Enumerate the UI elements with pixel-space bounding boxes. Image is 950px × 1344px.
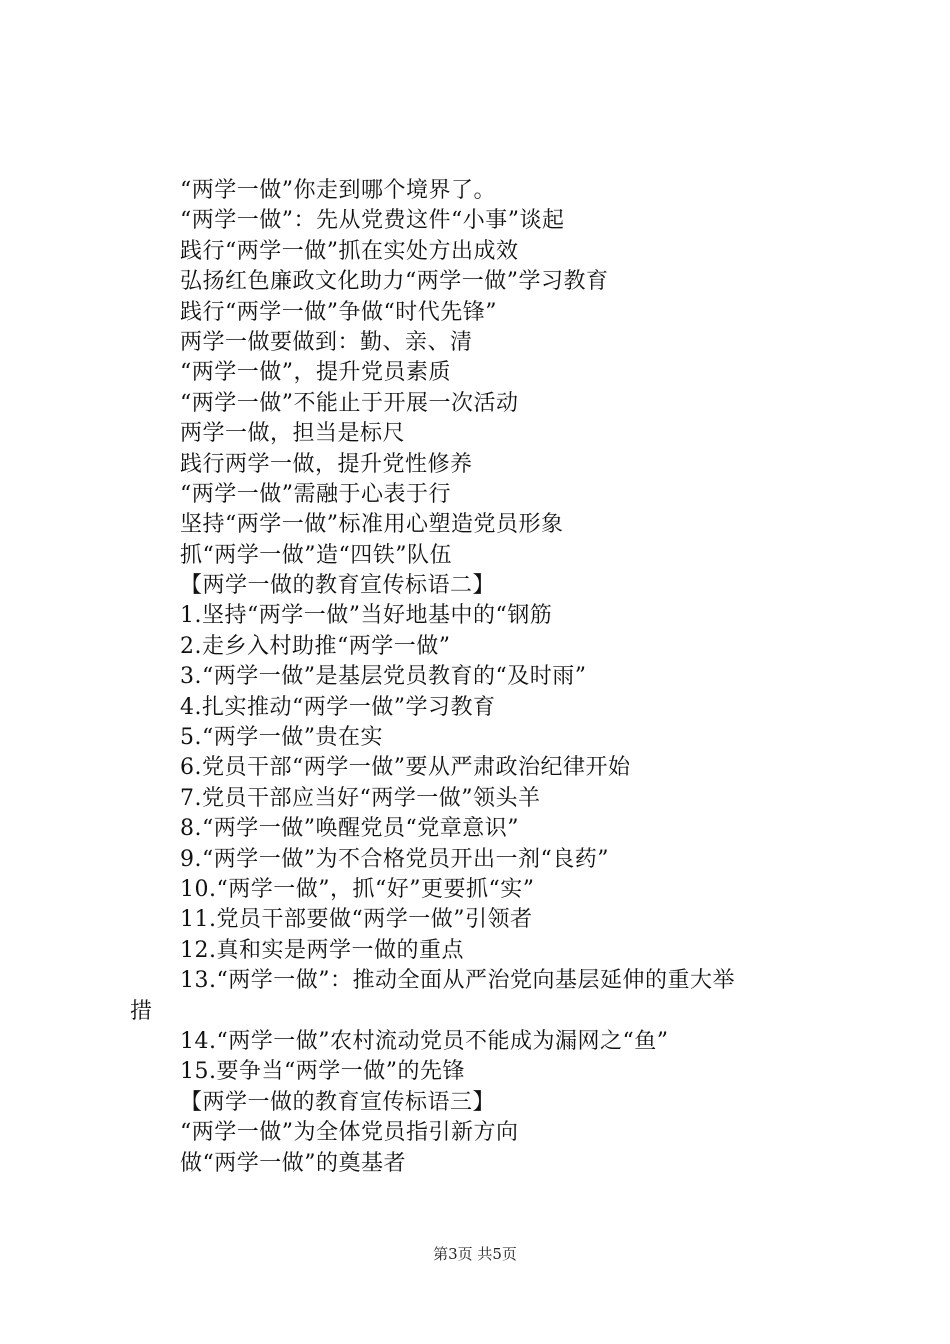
text-line: 1.坚持“两学一做”当好地基中的“钢筋 bbox=[180, 603, 553, 629]
text-line-continuation: 措 bbox=[130, 998, 153, 1024]
text-line: 践行“两学一做”抓在实处方出成效 bbox=[180, 238, 519, 264]
text-line: 6.党员干部“两学一做”要从严肃政治纪律开始 bbox=[180, 755, 631, 781]
text-line: 践行两学一做，提升党性修养 bbox=[180, 451, 473, 477]
text-line: 【两学一做的教育宣传标语二】 bbox=[180, 573, 496, 599]
text-line: 11.党员干部要做“两学一做”引领者 bbox=[180, 907, 533, 933]
text-line: 2.走乡入村助推“两学一做” bbox=[180, 633, 451, 659]
text-line: 13.“两学一做”：推动全面从严治党向基层延伸的重大举 bbox=[180, 968, 735, 994]
text-line: 7.党员干部应当好“两学一做”领头羊 bbox=[180, 785, 541, 811]
text-line: 15.要争当“两学一做”的先锋 bbox=[180, 1059, 465, 1085]
text-line: 12.真和实是两学一做的重点 bbox=[180, 937, 464, 963]
text-line: 弘扬红色廉政文化助力“两学一做”学习教育 bbox=[180, 269, 609, 295]
text-line: “两学一做”：先从党费这件“小事”谈起 bbox=[180, 208, 565, 234]
text-line: 做“两学一做”的奠基者 bbox=[180, 1150, 406, 1176]
text-line: “两学一做”，提升党员素质 bbox=[180, 360, 451, 386]
text-line: 8.“两学一做”唤醒党员“党章意识” bbox=[180, 816, 519, 842]
text-line: 两学一做要做到：勤、亲、清 bbox=[180, 329, 473, 355]
text-line: “两学一做”需融于心表于行 bbox=[180, 481, 451, 507]
text-line: 4.扎实推动“两学一做”学习教育 bbox=[180, 694, 496, 720]
text-line: “两学一做”不能止于开展一次活动 bbox=[180, 390, 519, 416]
text-line: 3.“两学一做”是基层党员教育的“及时雨” bbox=[180, 664, 587, 690]
text-line: 5.“两学一做”贵在实 bbox=[180, 725, 383, 751]
document-body bbox=[130, 176, 835, 1179]
text-line: “两学一做”为全体党员指引新方向 bbox=[180, 1120, 519, 1146]
text-line: “两学一做”你走到哪个境界了。 bbox=[180, 178, 496, 203]
text-line: 10.“两学一做”，抓“好”更要抓“实” bbox=[180, 876, 535, 902]
text-line: 9.“两学一做”为不合格党员开出一剂“良药” bbox=[180, 846, 609, 872]
text-line: 抓“两学一做”造“四铁”队伍 bbox=[180, 542, 452, 568]
text-line: 【两学一做的教育宣传标语三】 bbox=[180, 1089, 496, 1115]
page-footer: 第3页 共5页 bbox=[433, 1245, 517, 1263]
text-line: 践行“两学一做”争做“时代先锋” bbox=[180, 299, 497, 325]
text-line: 坚持“两学一做”标准用心塑造党员形象 bbox=[180, 512, 564, 538]
text-line: 两学一做，担当是标尺 bbox=[180, 421, 406, 447]
text-line: 14.“两学一做”农村流动党员不能成为漏网之“鱼” bbox=[180, 1028, 669, 1054]
